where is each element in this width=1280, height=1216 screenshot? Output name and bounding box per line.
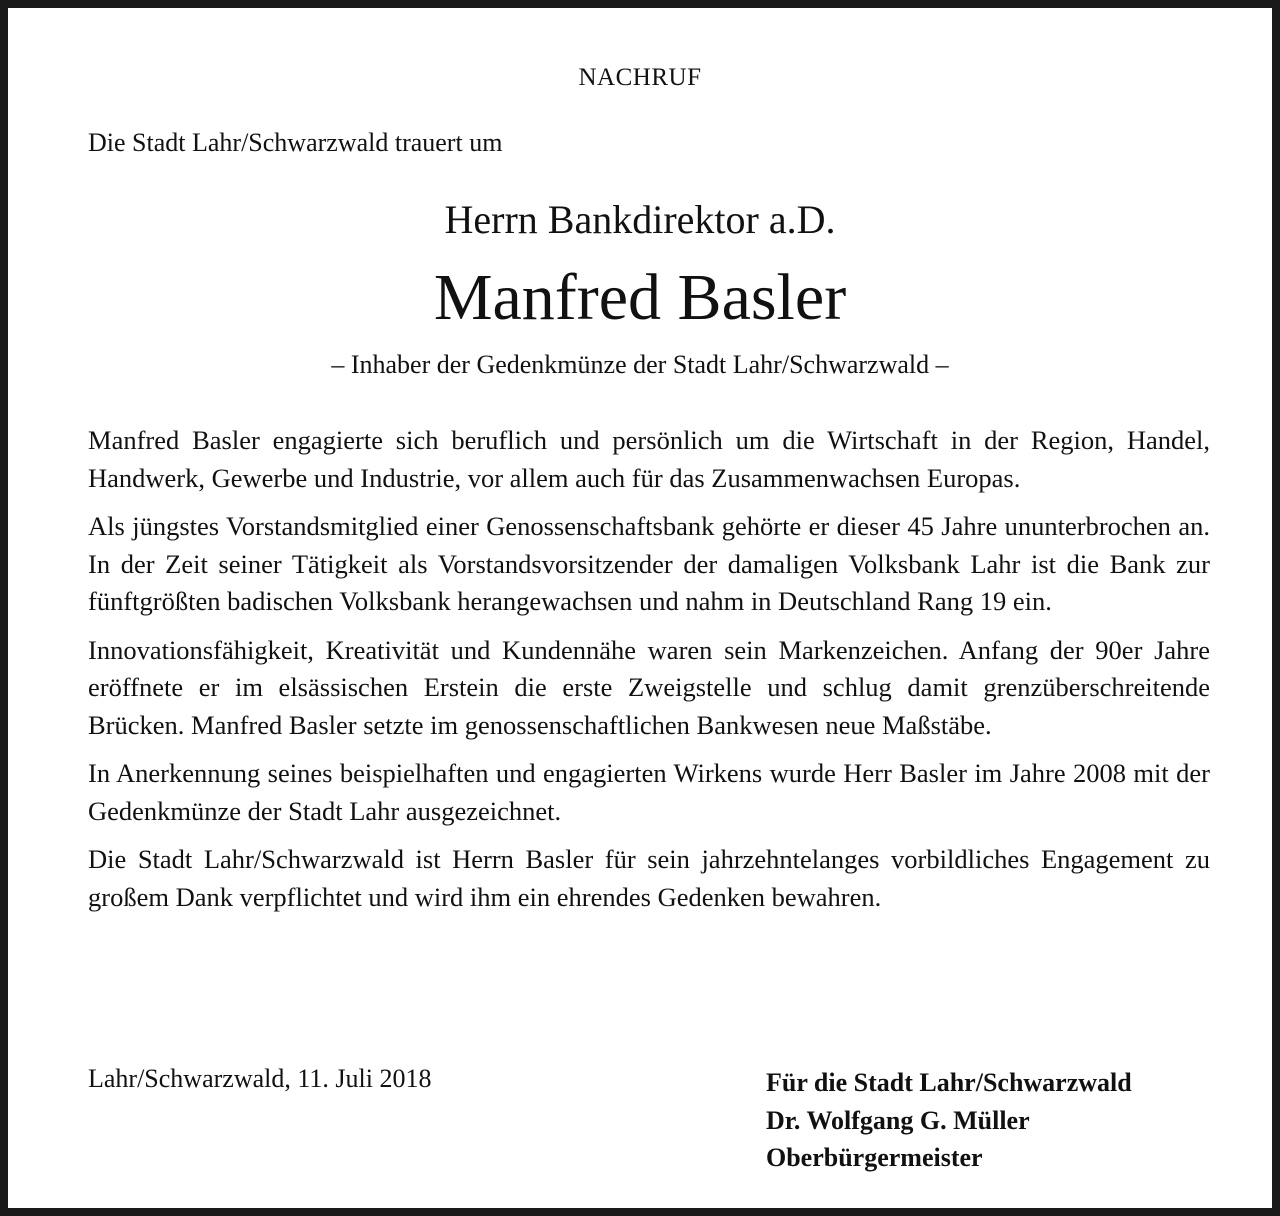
body-paragraph-3: Innovationsfähigkeit, Kreativität und Kundennähe waren sein Markenzeichen. Anfang der 90er Jahre eröffnete er im elsässischen Erstein die erste Zweigstelle und schlug damit grenzüberschreitende Brücken. Manfred Basler setzte im genossenschaftlichen Bankwesen neue Maßstäbe. [88, 634, 1210, 740]
body-paragraph-5: Die Stadt Lahr/Schwarzwald ist Herrn Basler für sein jahrzehntelanges vorbildliches Engagement zu großem Dank verpflichtet und wird ihm ein ehrendes Gedenken bewahren. [88, 844, 1210, 912]
signature-person: Dr. Wolfgang G. Müller [766, 1105, 1030, 1135]
place-and-date: Lahr/Schwarzwald, 11. Juli 2018 [88, 1064, 432, 1093]
body-paragraph-2: Als jüngstes Vorstandsmitglied einer Genossenschaftsbank gehörte er dieser 45 Jahre ununterbrochen an. In der Zeit seiner Tätigkeit als Vorstandsvorsitzender der damaligen Volksbank Lahr ist die Bank zur fünftgrößten badischen Volksbank herangewachsen und nahm in Deutschland Rang 19 ein. [88, 511, 1210, 616]
honorific-title: Herrn Bankdirektor a.D. [444, 197, 836, 242]
intro-line: Die Stadt Lahr/Schwarzwald trauert um [88, 128, 503, 157]
body-paragraph-4: In Anerkennung seines beispielhaften und engagierten Wirkens wurde Herr Basler im Jahre 2008 mit der Gedenkmünze der Stadt Lahr ausgezeichnet. [88, 758, 1210, 826]
signature-block [766, 1064, 1132, 1177]
honor-subtitle: – Inhaber der Gedenkmünze der Stadt Lahr/Schwarzwald – [331, 350, 949, 379]
signature-organization: Für die Stadt Lahr/Schwarzwald [766, 1068, 1132, 1097]
signature-role: Oberbürgermeister [766, 1143, 983, 1172]
obituary-body [88, 422, 1210, 927]
deceased-name: Manfred Basler [433, 261, 847, 334]
notice-heading: NACHRUF [578, 64, 702, 91]
body-paragraph-1: Manfred Basler engagierte sich beruflich und persönlich um die Wirtschaft in der Region, Handel, Handwerk, Gewerbe und Industrie, vor allem auch für das Zusammenwachsen Europas. [88, 425, 1210, 493]
